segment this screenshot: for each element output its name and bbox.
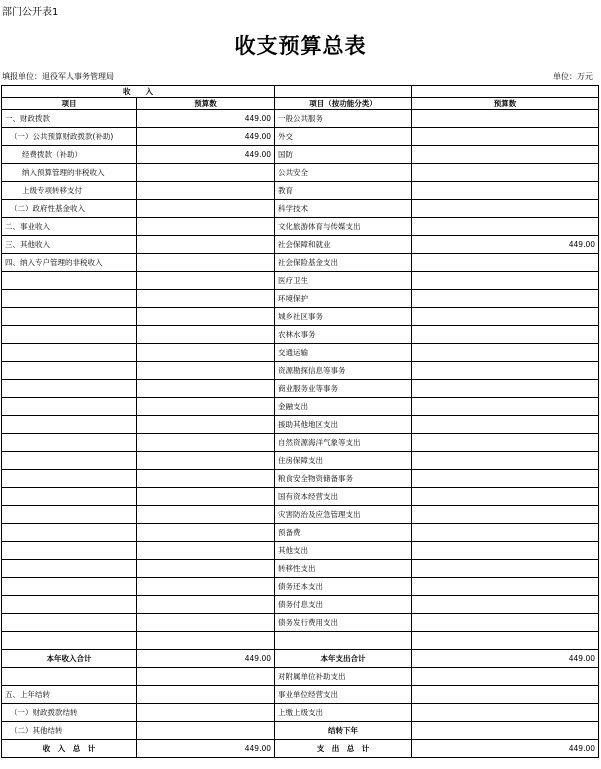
table-row <box>2 146 599 164</box>
expense-budget-cell <box>412 560 599 578</box>
expense-item-cell: 自然资源海洋气象等支出 <box>275 434 412 452</box>
income-budget-cell <box>137 344 275 362</box>
table-row <box>2 362 599 380</box>
expense-budget-cell <box>412 578 599 596</box>
expense-budget-cell <box>412 218 599 236</box>
expense-item-cell: 商业服务业等事务 <box>275 380 412 398</box>
income-item-cell <box>2 614 137 632</box>
table-row <box>2 254 599 272</box>
expense-budget-cell <box>412 326 599 344</box>
table-row <box>2 542 599 560</box>
expense-budget-cell <box>412 398 599 416</box>
table-row <box>2 614 599 632</box>
table-row <box>2 380 599 398</box>
income-item-cell: 上级专项转移支付 <box>2 182 137 200</box>
expense-item-cell: 债务还本支出 <box>275 578 412 596</box>
income-budget-cell <box>137 488 275 506</box>
expense-budget-cell <box>412 668 599 686</box>
table-row <box>2 704 599 722</box>
expense-budget-cell <box>412 632 599 650</box>
expense-budget-cell: 449.00 <box>412 650 599 668</box>
income-item-cell <box>2 380 137 398</box>
table-row <box>2 686 599 704</box>
table-row <box>2 524 599 542</box>
expense-item-cell: 转移性支出 <box>275 560 412 578</box>
page-title: 收支预算总表 <box>234 33 367 58</box>
expense-item-cell: 住房保障支出 <box>275 452 412 470</box>
income-budget-cell: 449.00 <box>137 110 275 128</box>
expense-item-cell: 援助其他地区支出 <box>275 416 412 434</box>
table-row <box>2 470 599 488</box>
table-row <box>2 272 599 290</box>
expense-item-cell: 结转下年 <box>275 722 412 740</box>
expense-item-cell: 一般公共服务 <box>275 110 412 128</box>
table-row <box>2 434 599 452</box>
income-budget-cell <box>137 182 275 200</box>
expense-item-cell: 城乡社区事务 <box>275 308 412 326</box>
table-row <box>2 290 599 308</box>
income-item-cell: （二）政府性基金收入 <box>2 200 137 218</box>
expense-item-cell: 事业单位经营支出 <box>275 686 412 704</box>
expense-budget-cell <box>412 434 599 452</box>
income-budget-cell <box>137 290 275 308</box>
table-row <box>2 182 599 200</box>
income-item-cell <box>2 326 137 344</box>
income-item-cell: 经费拨款（补助） <box>2 146 137 164</box>
expense-item-cell: 文化旅游体育与传媒支出 <box>275 218 412 236</box>
table-row <box>2 488 599 506</box>
income-item-cell <box>2 470 137 488</box>
table-row <box>2 110 599 128</box>
income-item-cell <box>2 290 137 308</box>
header-item-func: 项目（按功能分类） <box>275 98 412 110</box>
income-budget-cell <box>137 704 275 722</box>
table-row <box>2 164 599 182</box>
income-item-cell <box>2 308 137 326</box>
expense-budget-cell <box>412 308 599 326</box>
expense-item-cell: 本年支出合计 <box>275 650 412 668</box>
expense-budget-cell <box>412 164 599 182</box>
income-item-cell: 三、其他收入 <box>2 236 137 254</box>
expense-item-cell: 交通运输 <box>275 344 412 362</box>
income-item-cell: （一）公共预算财政拨款(补助) <box>2 128 137 146</box>
table-row <box>2 416 599 434</box>
expense-item-cell <box>275 632 412 650</box>
income-budget-cell <box>137 632 275 650</box>
income-item-cell <box>2 452 137 470</box>
income-item-cell <box>2 632 137 650</box>
expense-item-cell: 外交 <box>275 128 412 146</box>
income-budget-cell <box>137 164 275 182</box>
table-row <box>2 200 599 218</box>
table-row <box>2 128 599 146</box>
table-row <box>2 452 599 470</box>
income-item-cell: （一）财政拨款结转 <box>2 704 137 722</box>
expense-item-cell: 教育 <box>275 182 412 200</box>
header-item: 项目 <box>2 98 137 110</box>
expense-budget-cell <box>412 254 599 272</box>
currency-unit: 单位：万元 <box>553 72 593 81</box>
income-item-cell <box>2 416 137 434</box>
income-budget-cell <box>137 596 275 614</box>
income-budget-cell <box>137 308 275 326</box>
income-item-cell <box>2 596 137 614</box>
table-row <box>2 740 599 758</box>
budget-table <box>1 85 599 758</box>
expense-item-cell: 粮食安全物资储备事务 <box>275 470 412 488</box>
expense-item-cell: 预备费 <box>275 524 412 542</box>
reporting-unit: 填报单位：退役军人事务管理局 <box>2 72 114 81</box>
table-row <box>2 218 599 236</box>
income-item-cell <box>2 434 137 452</box>
expense-budget-cell <box>412 110 599 128</box>
table-row <box>2 236 599 254</box>
expense-item-cell: 科学技术 <box>275 200 412 218</box>
expense-budget-cell <box>412 272 599 290</box>
income-budget-cell <box>137 200 275 218</box>
table-row <box>2 560 599 578</box>
header-budget-2: 预算数 <box>412 98 599 110</box>
income-budget-cell: 449.00 <box>137 146 275 164</box>
income-item-cell <box>2 560 137 578</box>
expense-budget-cell <box>412 452 599 470</box>
income-group-header: 收 入 <box>2 86 275 98</box>
expense-budget-cell <box>412 416 599 434</box>
table-row <box>2 326 599 344</box>
income-budget-cell <box>137 668 275 686</box>
income-item-cell: 一、财政拨款 <box>2 110 137 128</box>
expense-item-cell: 上缴上级支出 <box>275 704 412 722</box>
income-item-cell <box>2 506 137 524</box>
table-header-group-row <box>2 86 599 98</box>
expense-item-cell: 社会保障和就业 <box>275 236 412 254</box>
income-budget-cell <box>137 326 275 344</box>
expense-budget-cell: 449.00 <box>412 740 599 758</box>
expense-budget-cell <box>412 128 599 146</box>
income-budget-cell <box>137 254 275 272</box>
expense-budget-cell <box>412 200 599 218</box>
expense-item-cell: 农林水事务 <box>275 326 412 344</box>
income-item-cell: 本年收入合计 <box>2 650 137 668</box>
document-id: 部门公开表1 <box>2 7 59 18</box>
expense-item-cell: 环境保护 <box>275 290 412 308</box>
expense-item-cell: 债务发行费用支出 <box>275 614 412 632</box>
income-item-cell: 四、纳入专户管理的非税收入 <box>2 254 137 272</box>
expense-budget-cell <box>412 524 599 542</box>
expense-budget-cell <box>412 614 599 632</box>
table-row <box>2 650 599 668</box>
table-row <box>2 632 599 650</box>
expense-budget-cell <box>412 380 599 398</box>
expense-budget-cell <box>412 542 599 560</box>
income-item-cell <box>2 488 137 506</box>
expense-item-cell: 债务付息支出 <box>275 596 412 614</box>
table-row <box>2 596 599 614</box>
expense-budget-cell <box>412 344 599 362</box>
expense-budget-cell <box>412 686 599 704</box>
income-budget-cell: 449.00 <box>137 650 275 668</box>
income-budget-cell <box>137 614 275 632</box>
table-row <box>2 506 599 524</box>
expense-item-cell: 其他支出 <box>275 542 412 560</box>
income-budget-cell <box>137 578 275 596</box>
income-item-cell <box>2 578 137 596</box>
expense-budget-cell <box>412 146 599 164</box>
expense-budget-cell: 449.00 <box>412 236 599 254</box>
header-budget: 预算数 <box>137 98 275 110</box>
income-budget-cell <box>137 452 275 470</box>
table-row <box>2 308 599 326</box>
income-budget-cell <box>137 542 275 560</box>
expense-item-cell: 金融支出 <box>275 398 412 416</box>
income-item-cell <box>2 524 137 542</box>
expense-budget-cell <box>412 506 599 524</box>
income-budget-cell <box>137 416 275 434</box>
expense-item-cell: 对附属单位补助支出 <box>275 668 412 686</box>
expense-item-cell: 资源勘探信息等事务 <box>275 362 412 380</box>
income-budget-cell: 449.00 <box>137 128 275 146</box>
expense-budget-cell <box>412 488 599 506</box>
income-item-cell <box>2 272 137 290</box>
income-item-cell: 收 入 总 计 <box>2 740 137 758</box>
expense-item-cell: 国防 <box>275 146 412 164</box>
header-blank <box>275 86 412 98</box>
expense-budget-cell <box>412 362 599 380</box>
expense-budget-cell <box>412 290 599 308</box>
table-row <box>2 398 599 416</box>
income-budget-cell <box>137 236 275 254</box>
income-budget-cell <box>137 380 275 398</box>
expense-item-cell: 国有资本经营支出 <box>275 488 412 506</box>
table-header-row <box>2 98 599 110</box>
expense-item-cell: 支 出 总 计 <box>275 740 412 758</box>
income-item-cell <box>2 344 137 362</box>
income-item-cell <box>2 362 137 380</box>
expense-budget-cell <box>412 596 599 614</box>
income-budget-cell <box>137 218 275 236</box>
income-budget-cell: 449.00 <box>137 740 275 758</box>
expense-budget-cell <box>412 182 599 200</box>
income-budget-cell <box>137 398 275 416</box>
income-budget-cell <box>137 560 275 578</box>
income-item-cell: （二）其他结转 <box>2 722 137 740</box>
expense-budget-cell <box>412 722 599 740</box>
expense-item-cell: 灾害防治及应急管理支出 <box>275 506 412 524</box>
table-row <box>2 578 599 596</box>
expense-item-cell: 公共安全 <box>275 164 412 182</box>
income-budget-cell <box>137 434 275 452</box>
income-budget-cell <box>137 722 275 740</box>
table-row <box>2 344 599 362</box>
table-row <box>2 668 599 686</box>
income-item-cell: 五、上年结转 <box>2 686 137 704</box>
income-budget-cell <box>137 272 275 290</box>
income-budget-cell <box>137 506 275 524</box>
income-item-cell: 二、事业收入 <box>2 218 137 236</box>
income-item-cell <box>2 542 137 560</box>
header-blank <box>412 86 599 98</box>
expense-budget-cell <box>412 704 599 722</box>
table-row <box>2 722 599 740</box>
income-budget-cell <box>137 686 275 704</box>
income-item-cell: 纳入预算管理的非税收入 <box>2 164 137 182</box>
income-budget-cell <box>137 470 275 488</box>
expense-item-cell: 医疗卫生 <box>275 272 412 290</box>
income-item-cell <box>2 398 137 416</box>
income-item-cell <box>2 668 137 686</box>
income-budget-cell <box>137 362 275 380</box>
expense-budget-cell <box>412 470 599 488</box>
expense-item-cell: 社会保险基金支出 <box>275 254 412 272</box>
income-budget-cell <box>137 524 275 542</box>
